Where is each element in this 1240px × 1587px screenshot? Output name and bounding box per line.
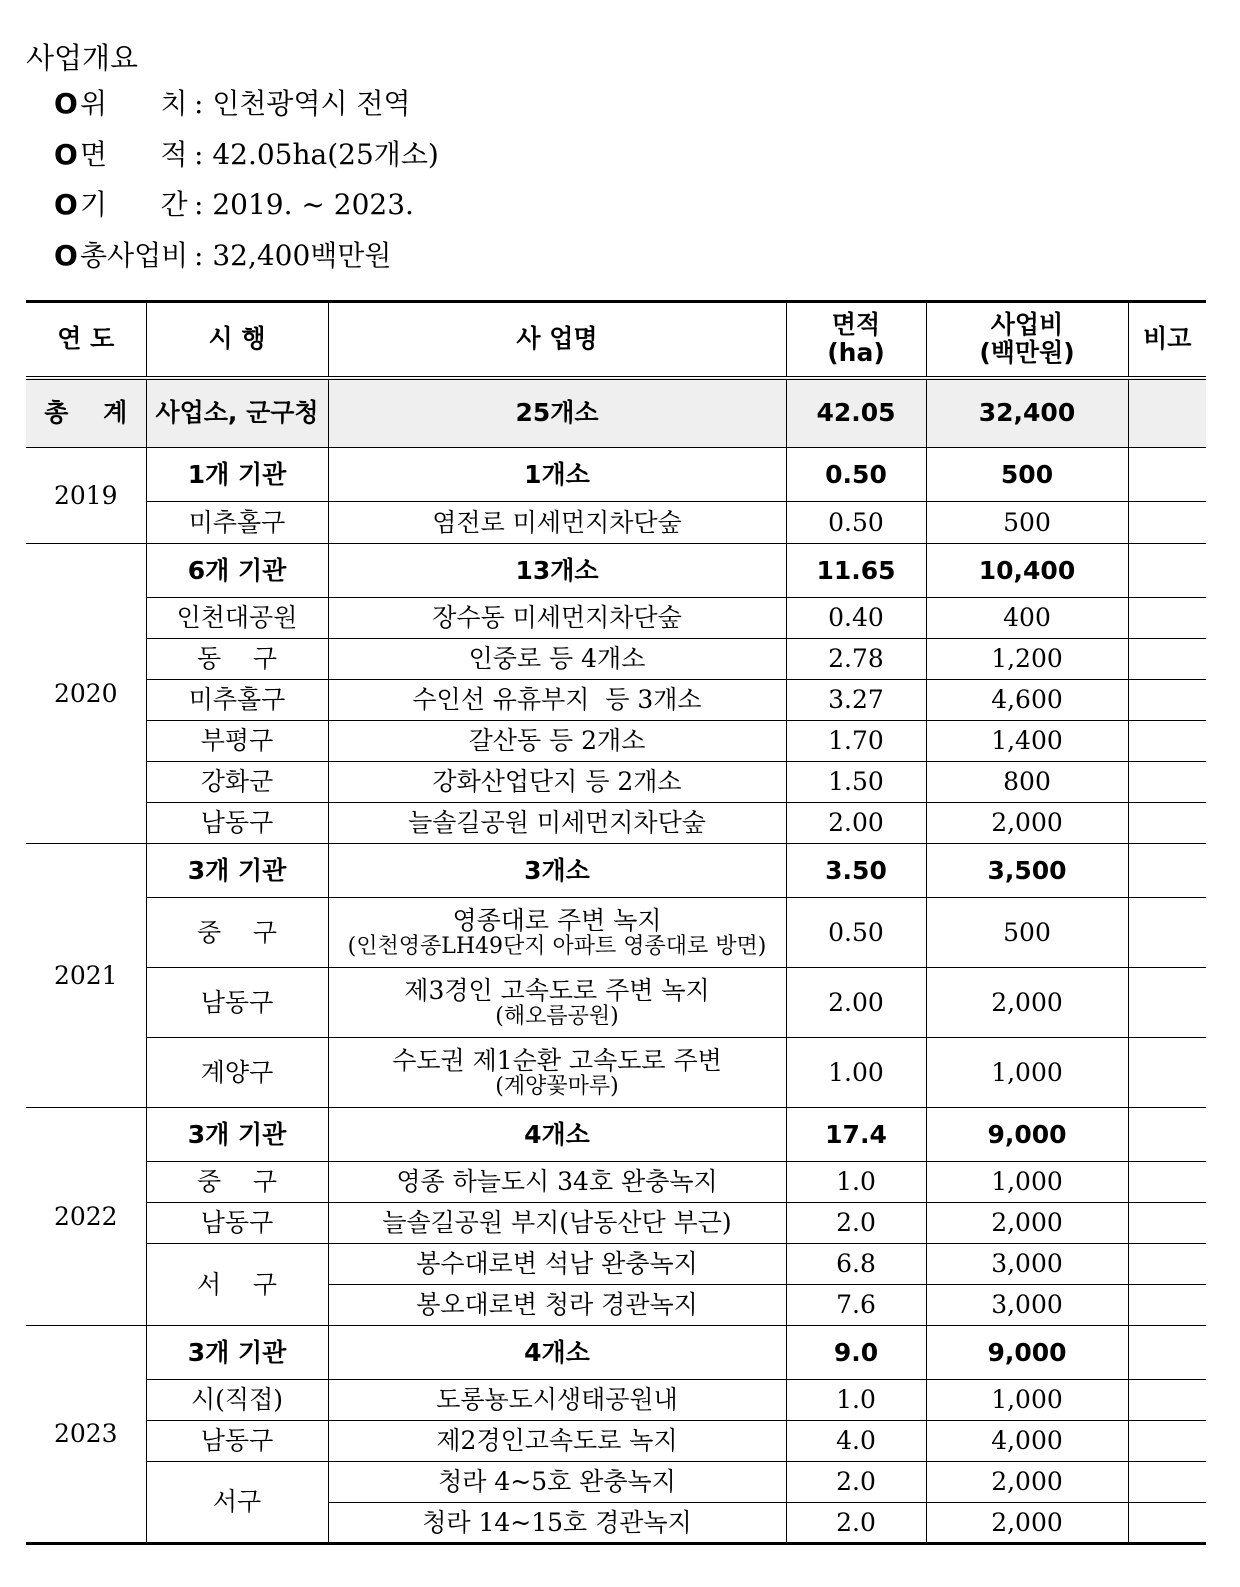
summary-cost: 500	[926, 448, 1128, 502]
note-cell	[1128, 680, 1206, 721]
total-note	[1128, 378, 1206, 448]
project-cell	[328, 968, 786, 1038]
area-cell: 2.0	[786, 1203, 926, 1244]
header-year: 연 도	[26, 302, 146, 378]
agency-cell: 시(직접)	[146, 1380, 328, 1421]
overview-value: : 2019. ~ 2023.	[194, 188, 414, 221]
note-cell	[1128, 1203, 1206, 1244]
project-cell: 도롱뇽도시생태공원내	[328, 1380, 786, 1421]
cost-cell: 2,000	[926, 1503, 1128, 1544]
bullet-circle-icon: O	[54, 188, 78, 221]
project-cell	[328, 1038, 786, 1108]
summary-cost: 9,000	[926, 1326, 1128, 1380]
note-cell	[1128, 762, 1206, 803]
summary-agency: 3개 기관	[146, 844, 328, 898]
area-cell: 2.00	[786, 803, 926, 844]
note-cell	[1128, 1421, 1206, 1462]
year-cell: 2020	[26, 544, 146, 844]
area-cell: 1.0	[786, 1380, 926, 1421]
summary-project: 1개소	[328, 448, 786, 502]
cost-cell: 2,000	[926, 803, 1128, 844]
summary-agency: 6개 기관	[146, 544, 328, 598]
total-cost: 32,400	[926, 378, 1128, 448]
overview-label: 면 적	[80, 138, 188, 171]
year-cell: 2023	[26, 1326, 146, 1544]
table-row	[26, 1244, 1206, 1285]
cost-cell: 1,000	[926, 1380, 1128, 1421]
table-row	[26, 1203, 1206, 1244]
agency-cell: 남동구	[146, 1421, 328, 1462]
total-row	[26, 378, 1206, 448]
table-row	[26, 1462, 1206, 1503]
year-summary-row	[26, 844, 1206, 898]
table-row	[26, 502, 1206, 544]
note-cell	[1128, 598, 1206, 639]
project-cell: 강화산업단지 등 2개소	[328, 762, 786, 803]
cost-cell: 4,000	[926, 1421, 1128, 1462]
project-cell: 수인선 유휴부지 등 3개소	[328, 680, 786, 721]
area-cell: 7.6	[786, 1285, 926, 1326]
note-cell	[1128, 448, 1206, 502]
total-label: 총 계	[26, 378, 146, 448]
bullet-circle-icon: O	[54, 87, 78, 120]
project-sub: (인천영종LH49단지 아파트 영종대로 방면)	[347, 933, 767, 959]
table-row	[26, 968, 1206, 1038]
agency-cell: 중 구	[146, 1162, 328, 1203]
overview-item-budget	[54, 238, 391, 274]
area-cell: 1.50	[786, 762, 926, 803]
project-cell: 봉수대로변 석남 완충녹지	[328, 1244, 786, 1285]
summary-project: 4개소	[328, 1326, 786, 1380]
note-cell	[1128, 721, 1206, 762]
note-cell	[1128, 968, 1206, 1038]
cost-cell: 400	[926, 598, 1128, 639]
total-agency: 사업소, 군구청	[146, 378, 328, 448]
area-cell: 4.0	[786, 1421, 926, 1462]
project-cell: 늘솔길공원 부지(남동산단 부근)	[328, 1203, 786, 1244]
table-row	[26, 898, 1206, 968]
cost-cell: 2,000	[926, 1203, 1128, 1244]
area-cell: 3.27	[786, 680, 926, 721]
summary-area: 3.50	[786, 844, 926, 898]
summary-project: 4개소	[328, 1108, 786, 1162]
overview-item-period	[54, 187, 414, 223]
year-summary-row	[26, 1326, 1206, 1380]
agency-cell: 계양구	[146, 1038, 328, 1108]
table-row	[26, 1380, 1206, 1421]
area-cell: 0.50	[786, 898, 926, 968]
note-cell	[1128, 502, 1206, 544]
overview-item-location	[54, 86, 411, 122]
year-cell: 2021	[26, 844, 146, 1108]
cost-cell: 800	[926, 762, 1128, 803]
area-cell: 0.50	[786, 502, 926, 544]
project-cell: 청라 14~15호 경관녹지	[328, 1503, 786, 1544]
header-area-line1: 면적	[831, 310, 881, 340]
summary-cost: 10,400	[926, 544, 1128, 598]
cost-cell: 1,400	[926, 721, 1128, 762]
overview-heading: 사업개요	[26, 41, 139, 75]
overview-label: 총사업비	[80, 239, 189, 272]
overview-value: : 인천광역시 전역	[194, 87, 411, 120]
cost-cell: 3,000	[926, 1285, 1128, 1326]
header-area-line2: (ha)	[827, 338, 885, 368]
summary-project: 3개소	[328, 844, 786, 898]
year-cell: 2022	[26, 1108, 146, 1326]
project-cell	[328, 898, 786, 968]
table-row	[26, 598, 1206, 639]
note-cell	[1128, 1462, 1206, 1503]
area-cell: 2.0	[786, 1503, 926, 1544]
table-row	[26, 1421, 1206, 1462]
agency-cell: 서 구	[146, 1244, 328, 1326]
project-main: 제3경인 고속도로 주변 녹지	[404, 975, 710, 1005]
header-cost-line1: 사업비	[990, 310, 1064, 340]
cost-cell: 2,000	[926, 1462, 1128, 1503]
agency-cell: 미추홀구	[146, 502, 328, 544]
area-cell: 1.70	[786, 721, 926, 762]
cost-cell: 1,000	[926, 1162, 1128, 1203]
note-cell	[1128, 1503, 1206, 1544]
table-row	[26, 721, 1206, 762]
project-cell: 늘솔길공원 미세먼지차단숲	[328, 803, 786, 844]
note-cell	[1128, 1285, 1206, 1326]
table-row	[26, 680, 1206, 721]
overview-label: 위 치	[80, 87, 188, 120]
table-row	[26, 639, 1206, 680]
note-cell	[1128, 1038, 1206, 1108]
cost-cell: 1,200	[926, 639, 1128, 680]
note-cell	[1128, 1108, 1206, 1162]
table-row	[26, 1162, 1206, 1203]
year-cell: 2019	[26, 448, 146, 544]
area-cell: 2.00	[786, 968, 926, 1038]
project-cell: 인중로 등 4개소	[328, 639, 786, 680]
cost-cell: 500	[926, 898, 1128, 968]
table-row	[26, 1038, 1206, 1108]
agency-cell: 남동구	[146, 1203, 328, 1244]
project-table	[26, 300, 1206, 1545]
note-cell	[1128, 803, 1206, 844]
project-main: 수도권 제1순환 고속도로 주변	[392, 1045, 722, 1075]
cost-cell: 2,000	[926, 968, 1128, 1038]
project-cell: 영종 하늘도시 34호 완충녹지	[328, 1162, 786, 1203]
summary-area: 11.65	[786, 544, 926, 598]
note-cell	[1128, 898, 1206, 968]
agency-cell: 서구	[146, 1462, 328, 1544]
table-row	[26, 762, 1206, 803]
header-area	[786, 302, 926, 378]
note-cell	[1128, 1380, 1206, 1421]
note-cell	[1128, 844, 1206, 898]
note-cell	[1128, 544, 1206, 598]
overview-value: : 42.05ha(25개소)	[194, 138, 439, 171]
area-cell: 2.0	[786, 1462, 926, 1503]
note-cell	[1128, 1326, 1206, 1380]
cost-cell: 500	[926, 502, 1128, 544]
summary-area: 17.4	[786, 1108, 926, 1162]
project-main: 영종대로 주변 녹지	[452, 905, 662, 935]
cost-cell: 3,000	[926, 1244, 1128, 1285]
note-cell	[1128, 639, 1206, 680]
agency-cell: 강화군	[146, 762, 328, 803]
project-cell: 봉오대로변 청라 경관녹지	[328, 1285, 786, 1326]
summary-cost: 3,500	[926, 844, 1128, 898]
area-cell: 2.78	[786, 639, 926, 680]
agency-cell: 미추홀구	[146, 680, 328, 721]
area-cell: 6.8	[786, 1244, 926, 1285]
summary-cost: 9,000	[926, 1108, 1128, 1162]
summary-agency: 3개 기관	[146, 1326, 328, 1380]
area-cell: 0.40	[786, 598, 926, 639]
agency-cell: 남동구	[146, 803, 328, 844]
header-cost	[926, 302, 1128, 378]
area-cell: 1.0	[786, 1162, 926, 1203]
agency-cell: 남동구	[146, 968, 328, 1038]
project-cell: 제2경인고속도로 녹지	[328, 1421, 786, 1462]
overview-value: : 32,400백만원	[194, 239, 392, 272]
summary-agency: 1개 기관	[146, 448, 328, 502]
overview-item-area	[54, 137, 439, 173]
agency-cell: 중 구	[146, 898, 328, 968]
year-summary-row	[26, 1108, 1206, 1162]
area-cell: 1.00	[786, 1038, 926, 1108]
year-summary-row	[26, 448, 1206, 502]
summary-area: 9.0	[786, 1326, 926, 1380]
project-sub: (계양꽃마루)	[495, 1073, 619, 1099]
header-note: 비고	[1128, 302, 1206, 378]
agency-cell: 부평구	[146, 721, 328, 762]
total-area: 42.05	[786, 378, 926, 448]
header-cost-line2: (백만원)	[979, 338, 1075, 368]
agency-cell: 동 구	[146, 639, 328, 680]
summary-project: 13개소	[328, 544, 786, 598]
header-project: 사 업명	[328, 302, 786, 378]
bullet-circle-icon: O	[54, 239, 78, 272]
table-header-row	[26, 302, 1206, 378]
year-summary-row	[26, 544, 1206, 598]
project-sub: (해오름공원)	[495, 1003, 619, 1029]
agency-cell: 인천대공원	[146, 598, 328, 639]
project-cell: 청라 4~5호 완충녹지	[328, 1462, 786, 1503]
project-cell: 염전로 미세먼지차단숲	[328, 502, 786, 544]
header-agency: 시 행	[146, 302, 328, 378]
overview-label: 기 간	[80, 188, 188, 221]
summary-agency: 3개 기관	[146, 1108, 328, 1162]
summary-area: 0.50	[786, 448, 926, 502]
project-cell: 장수동 미세먼지차단숲	[328, 598, 786, 639]
note-cell	[1128, 1244, 1206, 1285]
bullet-circle-icon: O	[54, 138, 78, 171]
note-cell	[1128, 1162, 1206, 1203]
cost-cell: 1,000	[926, 1038, 1128, 1108]
table-row	[26, 803, 1206, 844]
total-project: 25개소	[328, 378, 786, 448]
project-cell: 갈산동 등 2개소	[328, 721, 786, 762]
cost-cell: 4,600	[926, 680, 1128, 721]
